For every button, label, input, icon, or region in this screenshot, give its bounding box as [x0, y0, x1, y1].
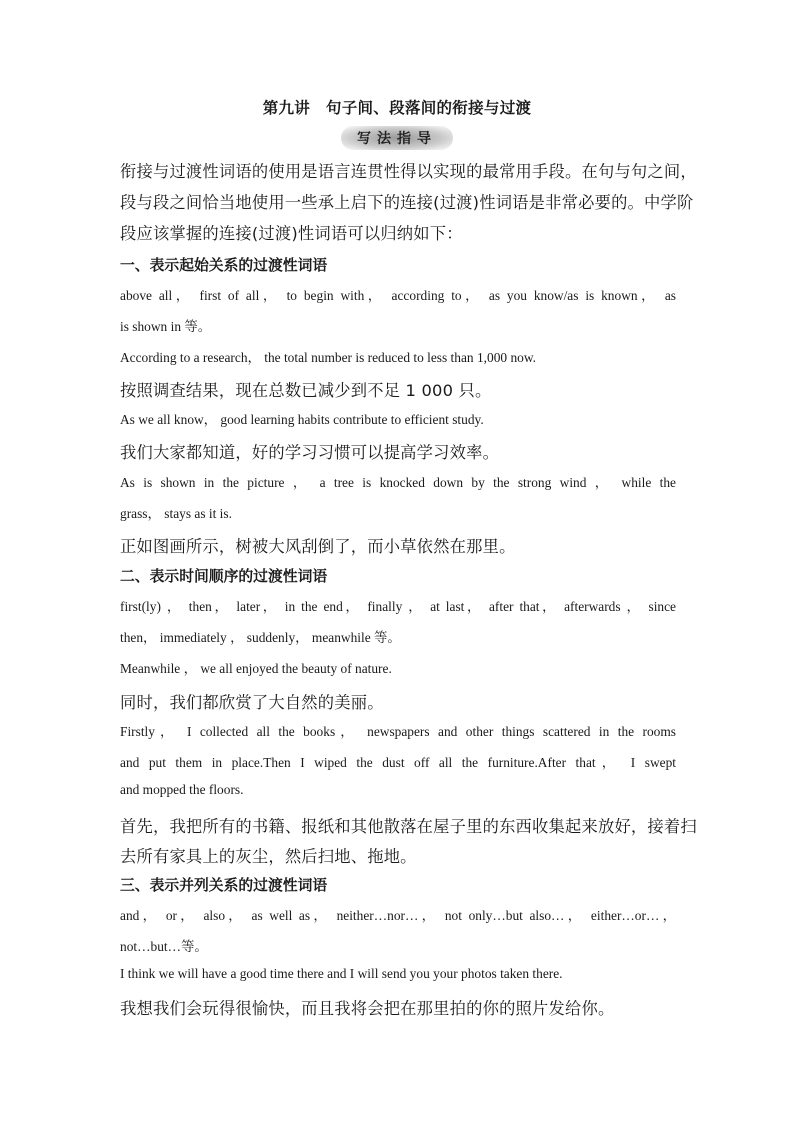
english-line: Meanwhile ， we all enjoyed the beauty of nature.	[120, 661, 392, 676]
section-badge	[0, 126, 794, 152]
english-line: is shown in 等。	[120, 319, 212, 334]
chinese-line: 段与段之间恰当地使用一些承上启下的连接(过渡)性词语是非常必要的。中学阶	[120, 193, 694, 212]
section-heading: 一、表示起始关系的过渡性词语	[120, 257, 328, 274]
english-line: above all， first of all， to begin with， according to， as you know/as is known， as	[120, 288, 676, 303]
chinese-line: 衔接与过渡性词语的使用是语言连贯性得以实现的最常用手段。在句与句之间，	[120, 162, 697, 181]
chinese-line: 按照调查结果，现在总数已减少到不足 1 000 只。	[120, 381, 492, 400]
section-heading: 二、表示时间顺序的过渡性词语	[120, 568, 328, 585]
chinese-line: 我们大家都知道，好的学习习惯可以提高学习效率。	[120, 443, 500, 462]
english-line: first(ly) ， then， later， in the end， finally ， at last， after that， afterwards ， since	[120, 599, 676, 614]
english-line: and， or， also， as well as， neither…nor…， not only…but also…， either…or…，	[120, 908, 676, 923]
english-line: I think we will have a good time there and I will send you your photos taken there.	[120, 966, 563, 981]
page-title: 第九讲 句子间、段落间的衔接与过渡	[262, 99, 532, 117]
section-heading: 三、表示并列关系的过渡性词语	[120, 877, 328, 894]
english-line: As we all know， good learning habits contribute to efficient study.	[120, 412, 484, 427]
english-line: grass， stays as it is.	[120, 506, 232, 521]
chinese-line: 同时，我们都欣赏了大自然的美丽。	[120, 693, 384, 712]
chinese-line: 我想我们会玩得很愉快，而且我将会把在那里拍的你的照片发给你。	[120, 999, 615, 1018]
chinese-line: 首先，我把所有的书籍、报纸和其他散落在屋子里的东西收集起来放好，接着扫	[120, 817, 697, 836]
english-line: Firstly， I collected all the books， newspapers and other things scattered in the rooms	[120, 724, 676, 739]
chinese-line: 段应该掌握的连接(过渡)性词语可以归纳如下：	[120, 224, 463, 243]
english-line: not…but…等。	[120, 939, 208, 954]
english-line: then， immediately ， suddenly， meanwhile 等。	[120, 630, 401, 645]
chinese-line: 正如图画所示，树被大风刮倒了，而小草依然在那里。	[120, 537, 516, 556]
english-line: and mopped the floors.	[120, 782, 244, 797]
english-line: and put them in place.Then I wiped the dust off all the furniture.After that， I swept	[120, 755, 676, 770]
english-line: According to a research， the total number is reduced to less than 1,000 now.	[120, 350, 536, 365]
english-line: As is shown in the picture ， a tree is knocked down by the strong wind ， while the	[120, 475, 676, 490]
section-badge-label: 写法指导	[341, 126, 453, 150]
chinese-line: 去所有家具上的灰尘，然后扫地、拖地。	[120, 847, 417, 866]
